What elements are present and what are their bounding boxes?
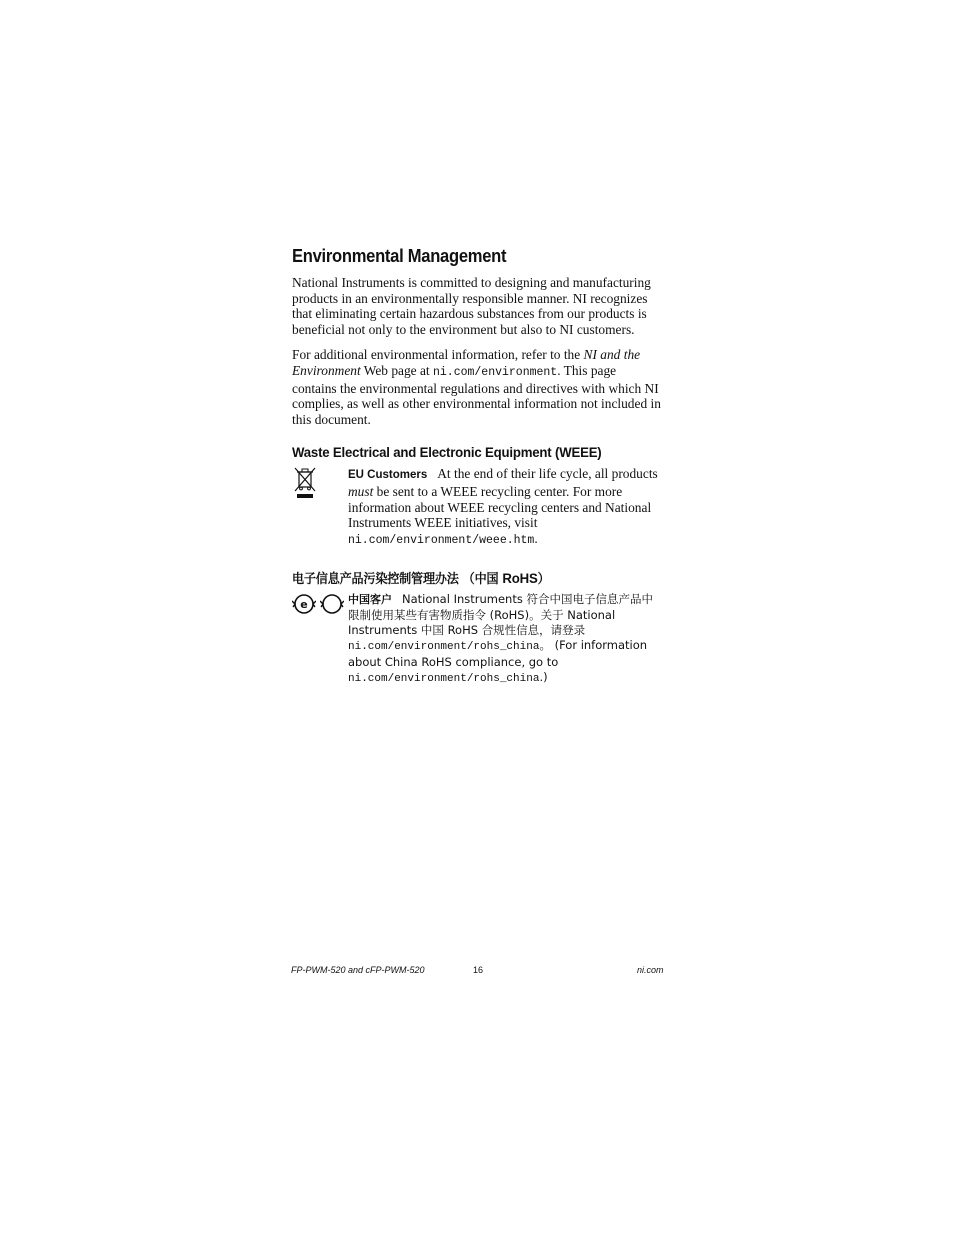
footer-product-name: FP-PWM-520 and cFP-PWM-520 <box>291 965 425 975</box>
rohs-china-link[interactable]: ni.com/environment/rohs_china <box>348 640 540 653</box>
weee-section <box>292 466 664 548</box>
weee-heading: Waste Electrical and Electronic Equipment (WEEE) <box>292 445 602 462</box>
crossed-bin-icon <box>292 466 318 500</box>
rohs-text: 中国客户 National Instruments 符合中国电子信息产品中限制使用某些有害物质指令 (RoHS)。关于 National Instruments 中国 RoHS 合规性信息，请登录 ni.com/environment/rohs_china。 (For information about China RoHS compliance, go to ni.com/environment/rohs_china.) <box>348 592 653 686</box>
china-customers-label: 中国客户 <box>348 593 392 607</box>
40-year-icon <box>320 593 344 615</box>
rohs-china-link-en[interactable]: ni.com/environment/rohs_china <box>348 673 540 686</box>
environment-page-title: NI and the Environment <box>292 347 641 378</box>
environment-link[interactable]: ni.com/environment <box>432 365 558 379</box>
page-title: Environmental Management <box>292 246 507 266</box>
intro-paragraph: National Instruments is committed to designing and manufacturing products in an environmentally responsible manner. NI recognizes that eliminating certain hazardous substances from our products is beneficial not only to the environment but also to NI customers. <box>292 275 651 337</box>
e-mark-icon <box>292 593 316 615</box>
footer-page-number: 16 <box>473 965 484 975</box>
svg-text:e: e <box>300 598 308 612</box>
rohs-section <box>292 592 664 687</box>
rohs-heading: 电子信息产品污染控制管理办法 （中国 RoHS） <box>292 571 550 588</box>
weee-link[interactable]: ni.com/environment/weee.htm <box>348 533 535 547</box>
eu-customers-label: EU Customers <box>348 469 428 482</box>
footer-website: ni.com <box>637 965 664 975</box>
weee-text: EU Customers At the end of their life cycle, all products must be sent to a WEEE recycling center. For more information about WEEE recycling centers and National Instruments WEEE initiatives, visit ni.com/environment/weee.htm. <box>348 466 658 547</box>
environment-paragraph: For additional environmental information, refer to the NI and the Environment Web page at ni.com/environment. This page contains the environmental regulations and directives with which NI complies, as well as other environmental information not included in this document. <box>292 347 661 427</box>
document-page <box>292 246 664 688</box>
